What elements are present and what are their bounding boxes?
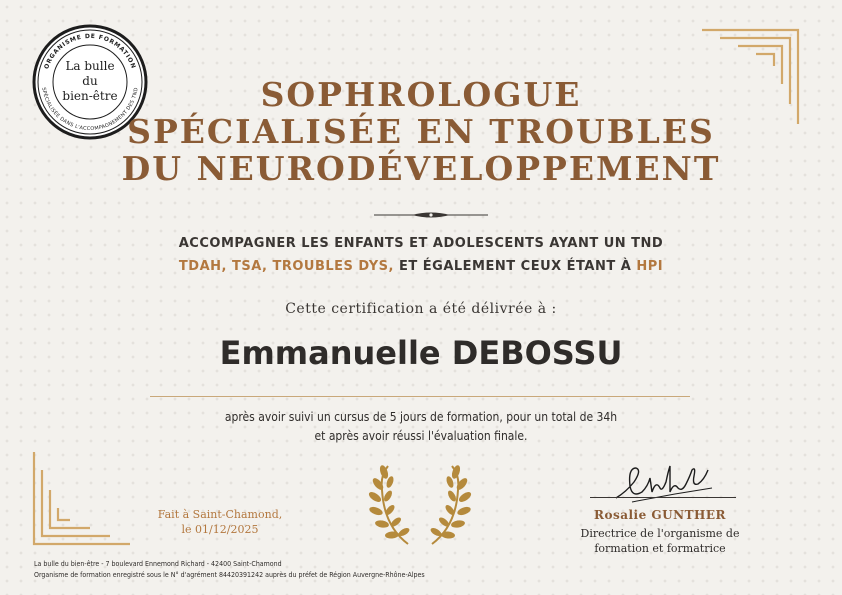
signature-icon: [612, 462, 716, 506]
ornament-divider-icon: [374, 210, 488, 220]
subtitle-middle: ET ÉGALEMENT CEUX ÉTANT À: [393, 259, 637, 274]
seal-ring-bottom-text: SPÉCIALISÉE DANS L'ACCOMPAGNEMENT DES TND: [40, 87, 140, 133]
footer-registration: Organisme de formation enregistré sous le N° d'agrément 84420391242 auprès du préfet de Région Auvergne-Rhône-Alpes: [34, 571, 425, 579]
date-line: le 01/12/2025: [181, 523, 259, 536]
corner-ornament-icon: [30, 446, 136, 548]
seal-center-line3: bien-être: [62, 89, 118, 103]
info-line1: après avoir suivi un cursus de 5 jours de formation, pour un total de 34h: [224, 410, 618, 424]
recipient-name: Emmanuelle DEBOSSU: [219, 334, 623, 372]
seal-center-line1: La bulle: [65, 59, 115, 73]
signatory-name: Rosalie GUNTHER: [593, 508, 726, 522]
title-line3: DU NEURODÉVELOPPEMENT: [121, 149, 721, 188]
certificate-title: [0, 76, 842, 187]
name-underline: [150, 396, 690, 397]
delivered-to-label: Cette certification a été délivrée à :: [285, 301, 557, 317]
title-line2: SPÉCIALISÉE EN TROUBLES: [127, 112, 715, 151]
subtitle-line1: ACCOMPAGNER LES ENFANTS ET ADOLESCENTS AYANT UN TND: [178, 236, 664, 251]
signatory-role-line1: Directrice de l'organisme de: [580, 527, 740, 540]
footer-address: La bulle du bien-être - 7 boulevard Ennemond Richard - 42400 Saint-Chamond: [34, 560, 282, 568]
seal-ring-top-text: ORGANISME DE FORMATION: [43, 32, 137, 71]
info-line2: et après avoir réussi l'évaluation finale.: [314, 429, 528, 443]
place-line: Fait à Saint-Chamond,: [157, 508, 283, 521]
subtitle-highlight: TDAH, TSA, TROUBLES DYS,: [178, 259, 394, 274]
signatory-role-line2: formation et formatrice: [594, 542, 726, 555]
laurel-wreath-icon: [362, 462, 478, 548]
signature-line: [590, 497, 736, 498]
seal-center-line2: du: [82, 74, 98, 88]
subtitle-line2: [0, 259, 842, 274]
subtitle-end: HPI: [636, 259, 664, 274]
title-line1: SOPHROLOGUE: [260, 75, 582, 114]
